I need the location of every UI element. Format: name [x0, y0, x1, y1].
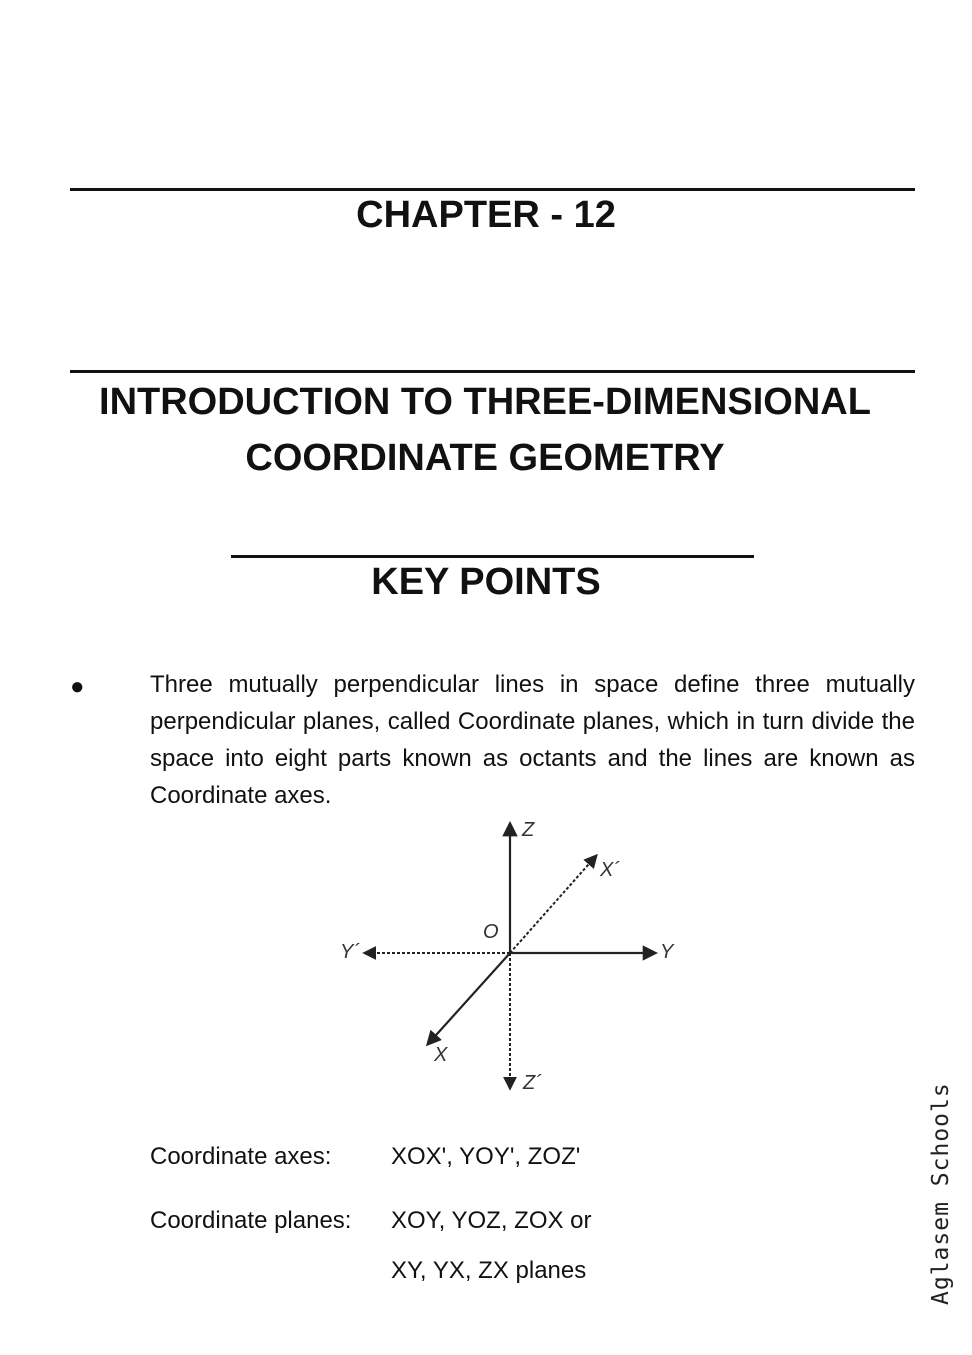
key-points-heading: KEY POINTS — [371, 561, 601, 603]
bullet-text: Three mutually perpendicular lines in space define three mutually perpendicular planes, called Coordinate planes, which in turn divide the space into eight parts known as octants and the lines are known as Coordinate axes. — [150, 671, 915, 809]
chapter-heading: CHAPTER - 12 — [356, 194, 616, 236]
chapter-title — [60, 374, 910, 486]
x-axis — [428, 953, 510, 1044]
chapter-title-line1: INTRODUCTION TO THREE-DIMENSIONAL — [99, 381, 871, 423]
y-prime-label: Y´ — [340, 941, 360, 963]
bullet-icon: ● — [70, 673, 85, 700]
x-prime-axis — [510, 856, 596, 953]
z-label: Z — [522, 819, 535, 841]
chapter-top-rule — [70, 188, 915, 191]
y-label: Y — [660, 941, 674, 963]
coordinate-planes-value-line2: XY, YX, ZX planes — [391, 1257, 587, 1284]
z-prime-label: Z´ — [523, 1072, 542, 1094]
x-prime-label: X´ — [600, 859, 620, 881]
x-label: X — [434, 1044, 448, 1066]
coordinate-axes-value: XOX', YOY', ZOZ' — [391, 1143, 581, 1170]
chapter-title-line2: COORDINATE GEOMETRY — [245, 437, 725, 479]
coordinate-planes-label: Coordinate planes: — [150, 1207, 352, 1234]
coordinate-planes-value-line1: XOY, YOZ, ZOX or — [391, 1207, 592, 1234]
coordinate-axes-label: Coordinate axes: — [150, 1143, 332, 1170]
origin-label: O — [483, 921, 499, 943]
title-top-rule — [70, 370, 915, 373]
watermark-text: Aglasem Schools — [928, 1082, 954, 1305]
keypoints-top-rule — [231, 555, 754, 558]
coordinate-axes-diagram — [320, 812, 700, 1102]
